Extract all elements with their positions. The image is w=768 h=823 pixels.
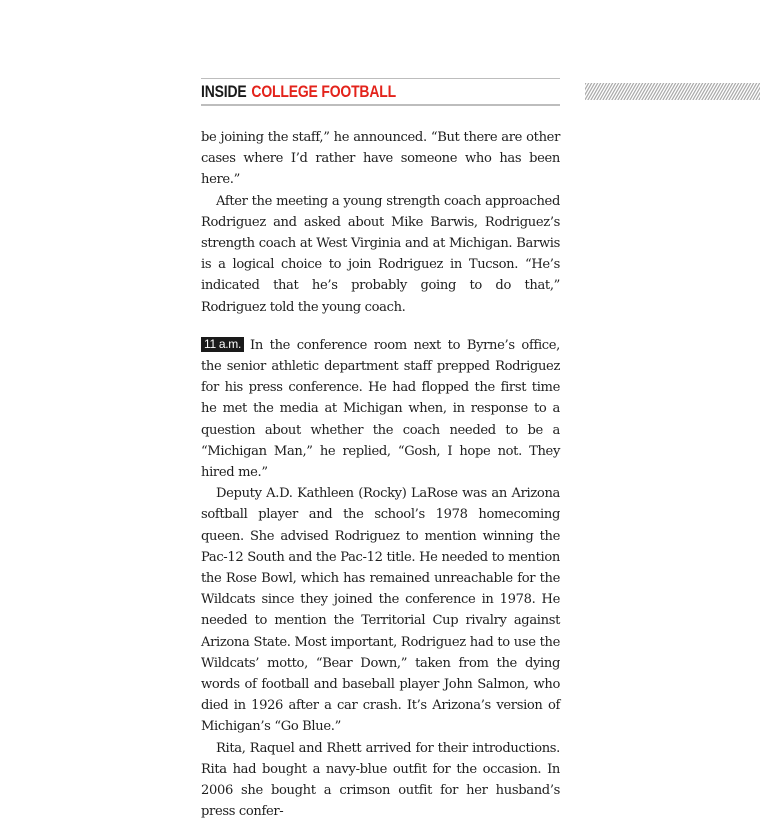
header-top-rule: [201, 78, 560, 79]
article-body: [201, 127, 560, 823]
section-header: [201, 78, 560, 108]
paragraph-3: [201, 335, 560, 483]
section-title: [201, 81, 396, 103]
header-bottom-rule: [201, 104, 560, 106]
paragraph-4: Deputy A.D. Kathleen (Rocky) LaRose was an Arizona softball player and the school’s 1978 homecoming queen. She advised Rodriguez to mention winning the Pac-12 South and the Pac-12 title. He needed to mention the Rose Bowl, which has remained unreachable for the Wildcats since they joined the conference in 1978. He needed to mention the Territorial Cup rivalry against Arizona State. Most important, Rodriguez had to use the Wildcats’ motto, “Bear Down,” taken from the dying words of football and baseball player John Salmon, who died in 1926 after a car crash. It’s Arizona’s version of Michigan’s “Go Blue.”: [201, 486, 560, 735]
header-hatch-pattern: [585, 83, 760, 100]
paragraph-5: Rita, Raquel and Rhett arrived for their introductions. Rita had bought a navy-blue outfit for the occasion. In 2006 she bought a crimson outfit for her husband’s press confer-: [201, 740, 560, 820]
section-label: INSIDE: [201, 82, 247, 101]
paragraph-1: be joining the staff,” he announced. “But there are other cases where I’d rather have someone who has been here.”: [201, 130, 560, 188]
paragraph-2: After the meeting a young strength coach approached Rodriguez and asked about Mike Barwis, Rodriguez’s strength coach at West Virginia and at Michigan. Barwis is a logical choice to join Rodriguez in Tucson. “He’s indicated that he’s probably going to do that,” Rodriguez told the young coach.: [201, 193, 560, 315]
section-name: COLLEGE FOOTBALL: [251, 82, 396, 101]
time-stamp-tag: 11 a.m.: [201, 337, 244, 352]
paragraph-3-text: In the conference room next to Byrne’s office, the senior athletic department staff prepped Rodriguez for his press conference. He had flopped the first time he met the media at Michigan when, in response to a question about whether the coach needed to be a “Michigan Man,” he replied, “Gosh, I hope not. They hired me.”: [201, 337, 560, 481]
